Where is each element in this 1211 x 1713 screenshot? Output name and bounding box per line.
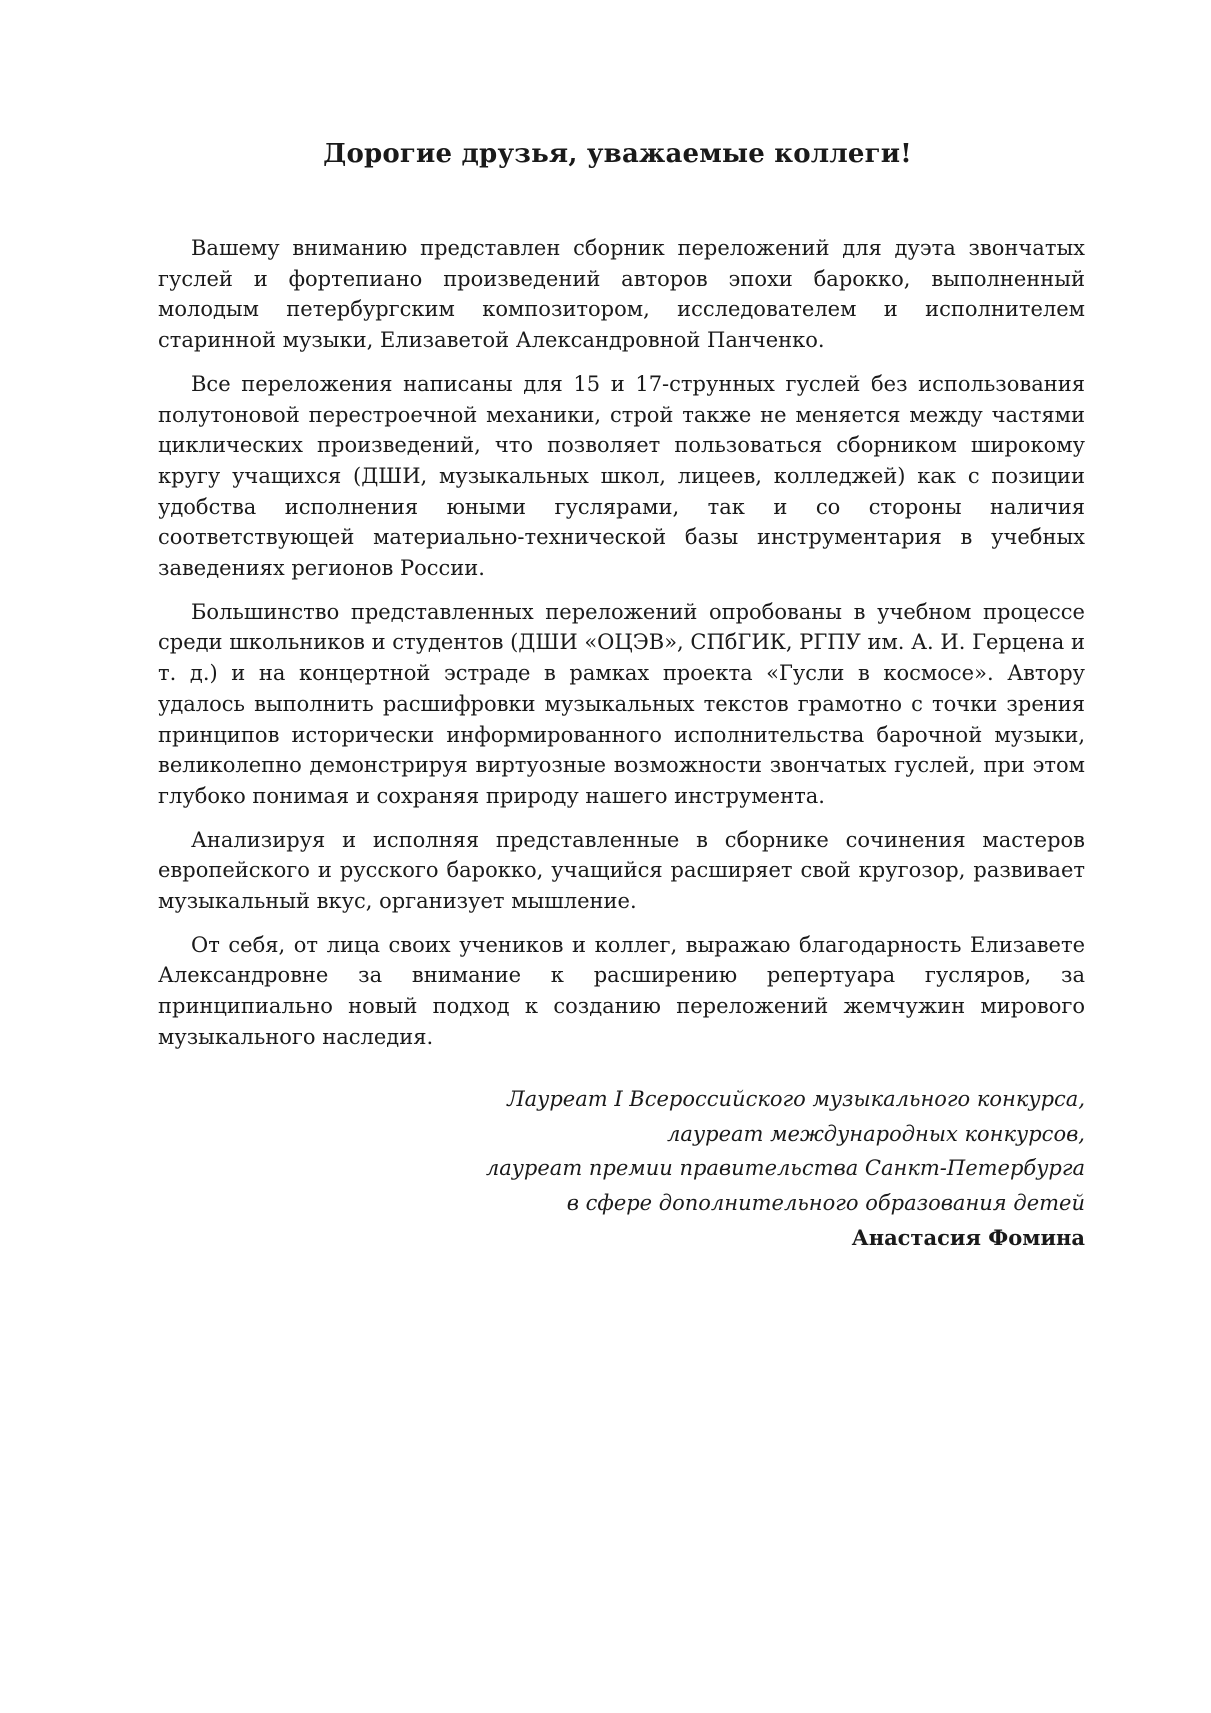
signature-title-1: Лауреат I Всероссийского музыкального конкурса, [507,1087,1085,1111]
page-title: Дорогие друзья, уважаемые коллеги! [323,139,912,169]
paragraph-1: Вашему вниманию представлен сборник переложений для дуэта звончатых гуслей и фортепиано произведений авторов эпохи барокко, выполненный молодым петербургским композитором, исследователем и исполнителем старинной музыки, Елизаветой Александровной Панченко. [158,236,1085,353]
paragraph-3: Большинство представленных переложений опробованы в учебном процессе среди школьников и студентов (ДШИ «ОЦЭВ», СПбГИК, РГПУ им. А. И. Герцена и т. д.) и на концертной эстраде в рамках проекта «Гусли в космосе». Автору удалось выполнить расшифровки музыкальных текстов грамотно с точки зрения принципов исторически информированного исполнительства барочной музыки, великолепно демонстрируя виртуозные возможности звончатых гуслей, при этом глубоко понимая и сохраняя природу нашего инструмента. [158,599,1085,808]
signature-block [325,1082,1085,1256]
signature-title-4: в сфере дополнительного образования детей [566,1190,1085,1215]
signature-name: Анастасия Фомина [851,1225,1085,1250]
signature-title-3: лауреат премии правительства Санкт-Петербурга [485,1156,1085,1180]
paragraph-4: Анализируя и исполняя представленные в сборнике сочинения мастеров европейского и русского барокко, учащийся расширяет свой кругозор, развивает музыкальный вкус, организует мышление. [158,827,1085,914]
signature-title-2: лауреат международных конкурсов, [667,1121,1085,1146]
paragraph-2: Все переложения написаны для 15 и 17-струнных гуслей без использования полутоновой перестроечной механики, строй также не меняется между частями циклических произведений, что позволяет пользоваться сборником широкому кругу учащихся (ДШИ, музыкальных школ, лицеев, колледжей) как с позиции удобства исполнения юными гуслярами, так и со стороны наличия соответствующей материально-технической базы инструментария в учебных заведениях регионов России. [158,371,1085,581]
paragraph-5: От себя, от лица своих учеников и коллег, выражаю благодарность Елизавете Александровне за внимание к расширению репертуара гусляров, за принципиально новый подход к созданию переложений жемчужин мирового музыкального наследия. [158,932,1085,1049]
letter-body [158,233,1085,1066]
